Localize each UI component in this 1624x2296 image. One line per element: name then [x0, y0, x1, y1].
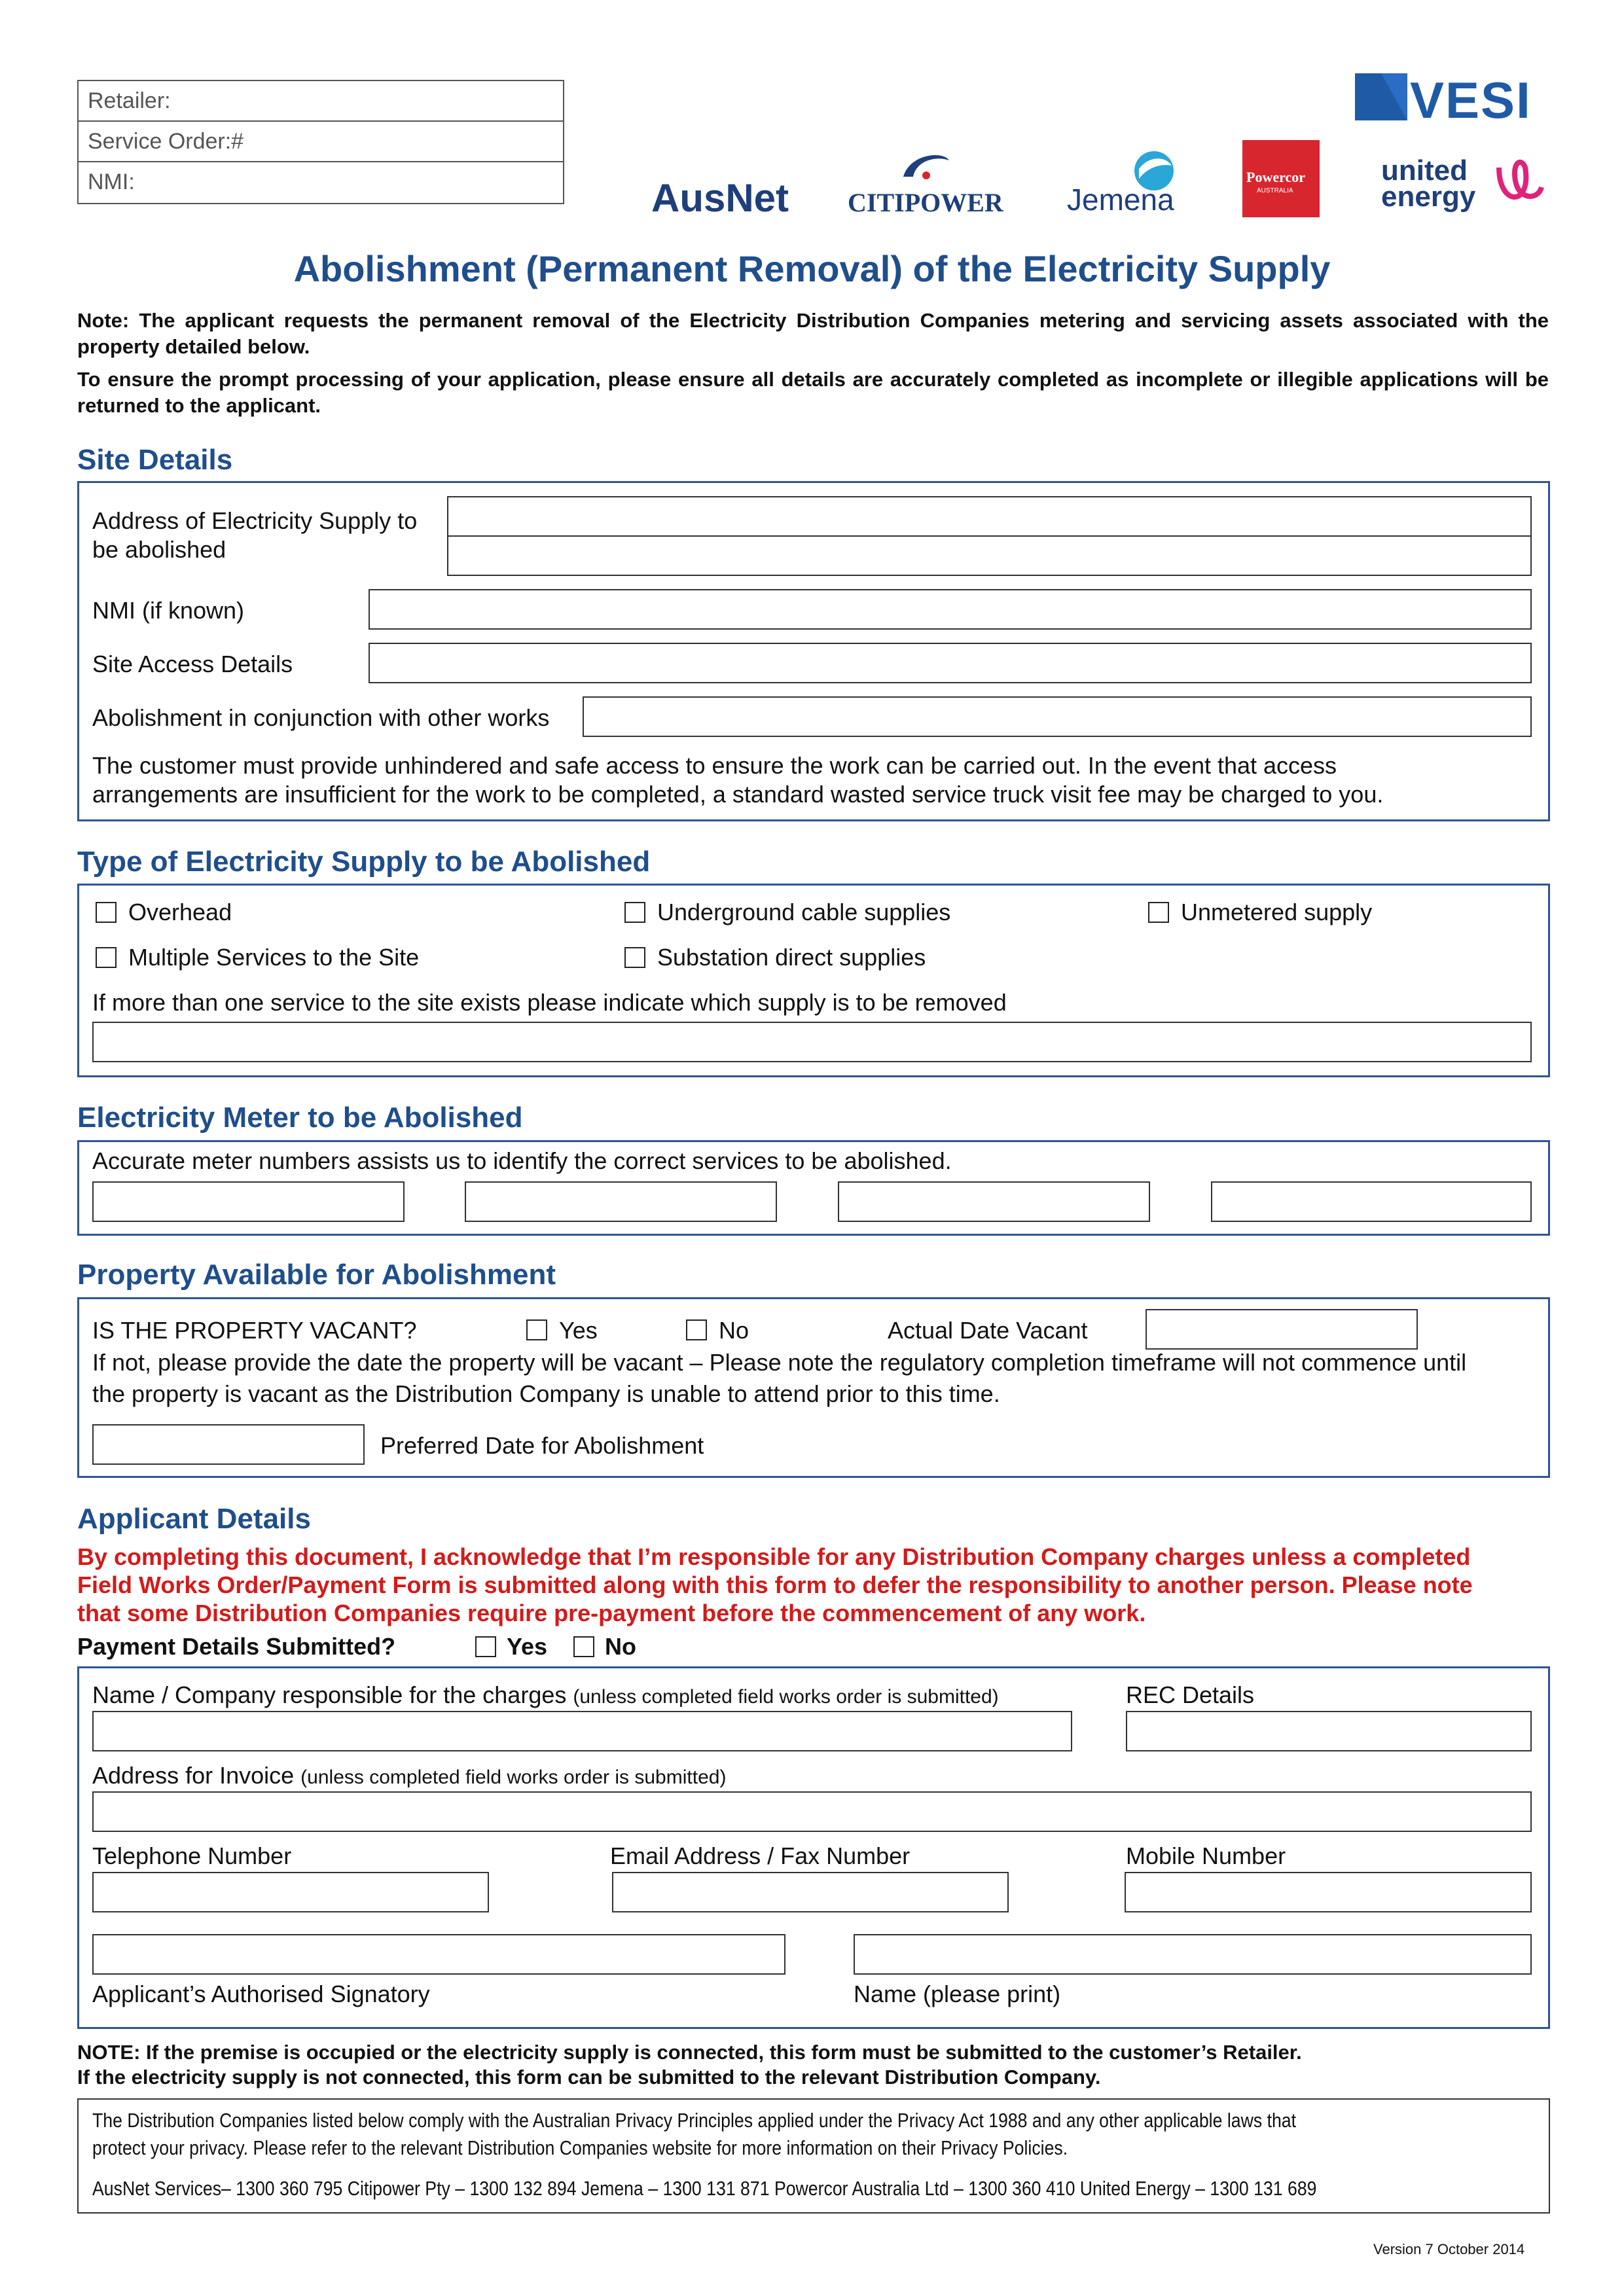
- email-fax-label: Email Address / Fax Number: [610, 1842, 911, 1869]
- united-energy-swirl-icon: [1492, 154, 1545, 213]
- acknowledgement-line1: By completing this document, I acknowledge that I’m responsible for any Distribution Company charges unless a completed: [77, 1543, 1471, 1570]
- energy-text: energy: [1381, 181, 1476, 213]
- invoice-address-text: Address for Invoice: [92, 1762, 295, 1789]
- acknowledgement-line2: Field Works Order/Payment Form is submitted along with this form to defer the responsibility to another person. Please note: [77, 1571, 1473, 1598]
- payment-no-label: No: [605, 1633, 636, 1660]
- meter-note: Accurate meter numbers assists us to identify the correct services to be abolished.: [92, 1147, 952, 1174]
- access-note-line2: arrangements are insufficient for the work to be completed, a standard wasted service truck visit fee may be charged to you.: [92, 781, 1384, 808]
- service-order-field[interactable]: [79, 122, 563, 162]
- site-access-input[interactable]: [369, 643, 1532, 683]
- vacant-no-checkbox[interactable]: [686, 1319, 707, 1340]
- email-fax-input[interactable]: [612, 1872, 1009, 1912]
- print-name-input[interactable]: [854, 1934, 1532, 1975]
- service-order-label: Service Order:#: [88, 129, 244, 154]
- meter-number-input-1[interactable]: [92, 1181, 405, 1222]
- conjunction-label: Abolishment in conjunction with other works: [92, 704, 550, 731]
- meter-number-input-3[interactable]: [838, 1181, 1150, 1222]
- supply-type-heading: Type of Electricity Supply to be Abolished: [77, 846, 651, 878]
- unmetered-label: Unmetered supply: [1181, 899, 1373, 925]
- actual-date-label: Actual Date Vacant: [888, 1317, 1088, 1344]
- address-input-line1[interactable]: [447, 496, 1532, 537]
- submission-note-line2: If the electricity supply is not connected, this form can be submitted to the relevant Distribution Company.: [77, 2066, 1101, 2089]
- invoice-address-label: [92, 1761, 726, 1792]
- nmi-header-label: NMI:: [88, 170, 135, 194]
- retailer-label: Retailer:: [88, 88, 171, 113]
- overhead-checkbox[interactable]: [96, 902, 117, 923]
- signatory-input[interactable]: [92, 1934, 785, 1975]
- telephone-input[interactable]: [92, 1872, 489, 1912]
- which-supply-input[interactable]: [92, 1022, 1532, 1062]
- name-company-label: [92, 1681, 999, 1712]
- telephone-label: Telephone Number: [92, 1842, 292, 1869]
- citipower-logo: [848, 151, 1005, 223]
- citipower-text: CITIPOWER: [848, 188, 1003, 217]
- address-label-line1: Address of Electricity Supply to: [92, 507, 418, 534]
- vacant-yes-checkbox[interactable]: [526, 1319, 547, 1340]
- submission-note-line1: NOTE: If the premise is occupied or the electricity supply is connected, this form must be submitted to the customer’s Retailer.: [77, 2041, 1302, 2064]
- payment-yes-label: Yes: [507, 1633, 548, 1660]
- intro-note: Note: The applicant requests the permanent removal of the Electricity Distribution Companies metering and servicing assets associated with the property detailed below.: [77, 309, 1549, 358]
- access-note-line1: The customer must provide unhindered and safe access to ensure the work can be carried out. In the event that access: [92, 752, 1337, 779]
- meter-number-input-4[interactable]: [1211, 1181, 1532, 1222]
- site-access-label: Site Access Details: [92, 651, 293, 677]
- substation-label: Substation direct supplies: [657, 944, 926, 971]
- substation-checkbox[interactable]: [624, 947, 645, 968]
- preferred-date-label: Preferred Date for Abolishment: [380, 1432, 704, 1459]
- site-details-heading: Site Details: [77, 444, 233, 476]
- vesi-text: VESI: [1410, 71, 1532, 129]
- rec-details-input[interactable]: [1126, 1711, 1532, 1751]
- invoice-address-subtext: (unless completed field works order is submitted): [300, 1767, 727, 1788]
- privacy-line1: The Distribution Companies listed below comply with the Australian Privacy Principles applied under the Privacy Act 1988 and any other applicable laws that: [92, 2109, 1297, 2132]
- preferred-date-input[interactable]: [92, 1424, 365, 1465]
- nmi-header-field[interactable]: [79, 162, 563, 203]
- powercor-subtext: AUSTRALIA: [1257, 187, 1293, 194]
- name-company-text: Name / Company responsible for the charges: [92, 1681, 567, 1708]
- overhead-label: Overhead: [128, 899, 232, 925]
- acknowledgement-line3: that some Distribution Companies require pre-payment before the commencement of any work.: [77, 1600, 1146, 1626]
- citipower-swoosh-icon: [897, 151, 956, 183]
- ausnet-logo: AusNet: [651, 176, 789, 220]
- nmi-input[interactable]: [369, 589, 1532, 630]
- jemena-logo: [1067, 149, 1185, 221]
- payment-no-checkbox[interactable]: [573, 1636, 594, 1657]
- mobile-input[interactable]: [1125, 1872, 1532, 1912]
- if-not-vacant-line1: If not, please provide the date the property will be vacant – Please note the regulatory completion timeframe will not commence until: [92, 1349, 1467, 1376]
- which-supply-label: If more than one service to the site exists please indicate which supply is to be removed: [92, 989, 1007, 1016]
- privacy-contacts: AusNet Services– 1300 360 795 Citipower Pty – 1300 132 894 Jemena – 1300 131 871 Powercor Australia Ltd – 1300 360 410 United Energy – 1300 131 689: [92, 2177, 1317, 2200]
- reference-table: [77, 80, 564, 204]
- rec-details-label: REC Details: [1126, 1681, 1255, 1708]
- property-heading: Property Available for Abolishment: [77, 1259, 556, 1291]
- page-title: Abolishment (Permanent Removal) of the Electricity Supply: [293, 248, 1331, 289]
- privacy-line2: protect your privacy. Please refer to the relevant Distribution Companies website for more information on their Privacy Policies.: [92, 2136, 1068, 2159]
- conjunction-input[interactable]: [583, 696, 1532, 737]
- if-not-vacant-line2: the property is vacant as the Distribution Company is unable to attend prior to this time.: [92, 1380, 1000, 1407]
- payment-yes-checkbox[interactable]: [475, 1636, 496, 1657]
- vesi-logo: [1355, 71, 1538, 129]
- mobile-label: Mobile Number: [1126, 1842, 1286, 1869]
- retailer-field[interactable]: [79, 81, 563, 122]
- version-label: Version 7 October 2014: [1373, 2241, 1525, 2257]
- jemena-text: Jemena: [1067, 183, 1174, 217]
- powercor-text: Powercor: [1246, 169, 1305, 185]
- united-text: united: [1381, 154, 1468, 187]
- name-company-subtext: (unless completed field works order is submitted): [573, 1686, 999, 1708]
- underground-checkbox[interactable]: [624, 902, 645, 923]
- name-company-input[interactable]: [92, 1711, 1072, 1751]
- address-input-line2[interactable]: [447, 535, 1532, 576]
- vacant-no-label: No: [719, 1317, 749, 1344]
- multiple-services-label: Multiple Services to the Site: [128, 944, 420, 971]
- nmi-label: NMI (if known): [92, 597, 245, 624]
- united-energy-logo: [1381, 154, 1545, 220]
- actual-date-input[interactable]: [1146, 1309, 1418, 1350]
- address-label-line2: be abolished: [92, 536, 226, 563]
- meter-heading: Electricity Meter to be Abolished: [77, 1102, 523, 1134]
- print-name-label: Name (please print): [854, 1981, 1061, 2007]
- vacant-yes-label: Yes: [559, 1317, 598, 1344]
- invoice-address-input[interactable]: [92, 1791, 1532, 1832]
- powercor-logo: [1242, 140, 1320, 217]
- applicant-heading: Applicant Details: [77, 1503, 311, 1535]
- underground-label: Underground cable supplies: [657, 899, 951, 925]
- unmetered-checkbox[interactable]: [1148, 902, 1169, 923]
- intro-prompt: To ensure the prompt processing of your application, please ensure all details are accurately completed as incomplete or illegible applications will be returned to the applicant.: [77, 368, 1549, 417]
- signatory-label: Applicant’s Authorised Signatory: [92, 1981, 430, 2007]
- vacant-question: IS THE PROPERTY VACANT?: [92, 1317, 417, 1344]
- multiple-services-checkbox[interactable]: [96, 947, 117, 968]
- payment-question: Payment Details Submitted?: [77, 1633, 396, 1660]
- meter-number-input-2[interactable]: [465, 1181, 777, 1222]
